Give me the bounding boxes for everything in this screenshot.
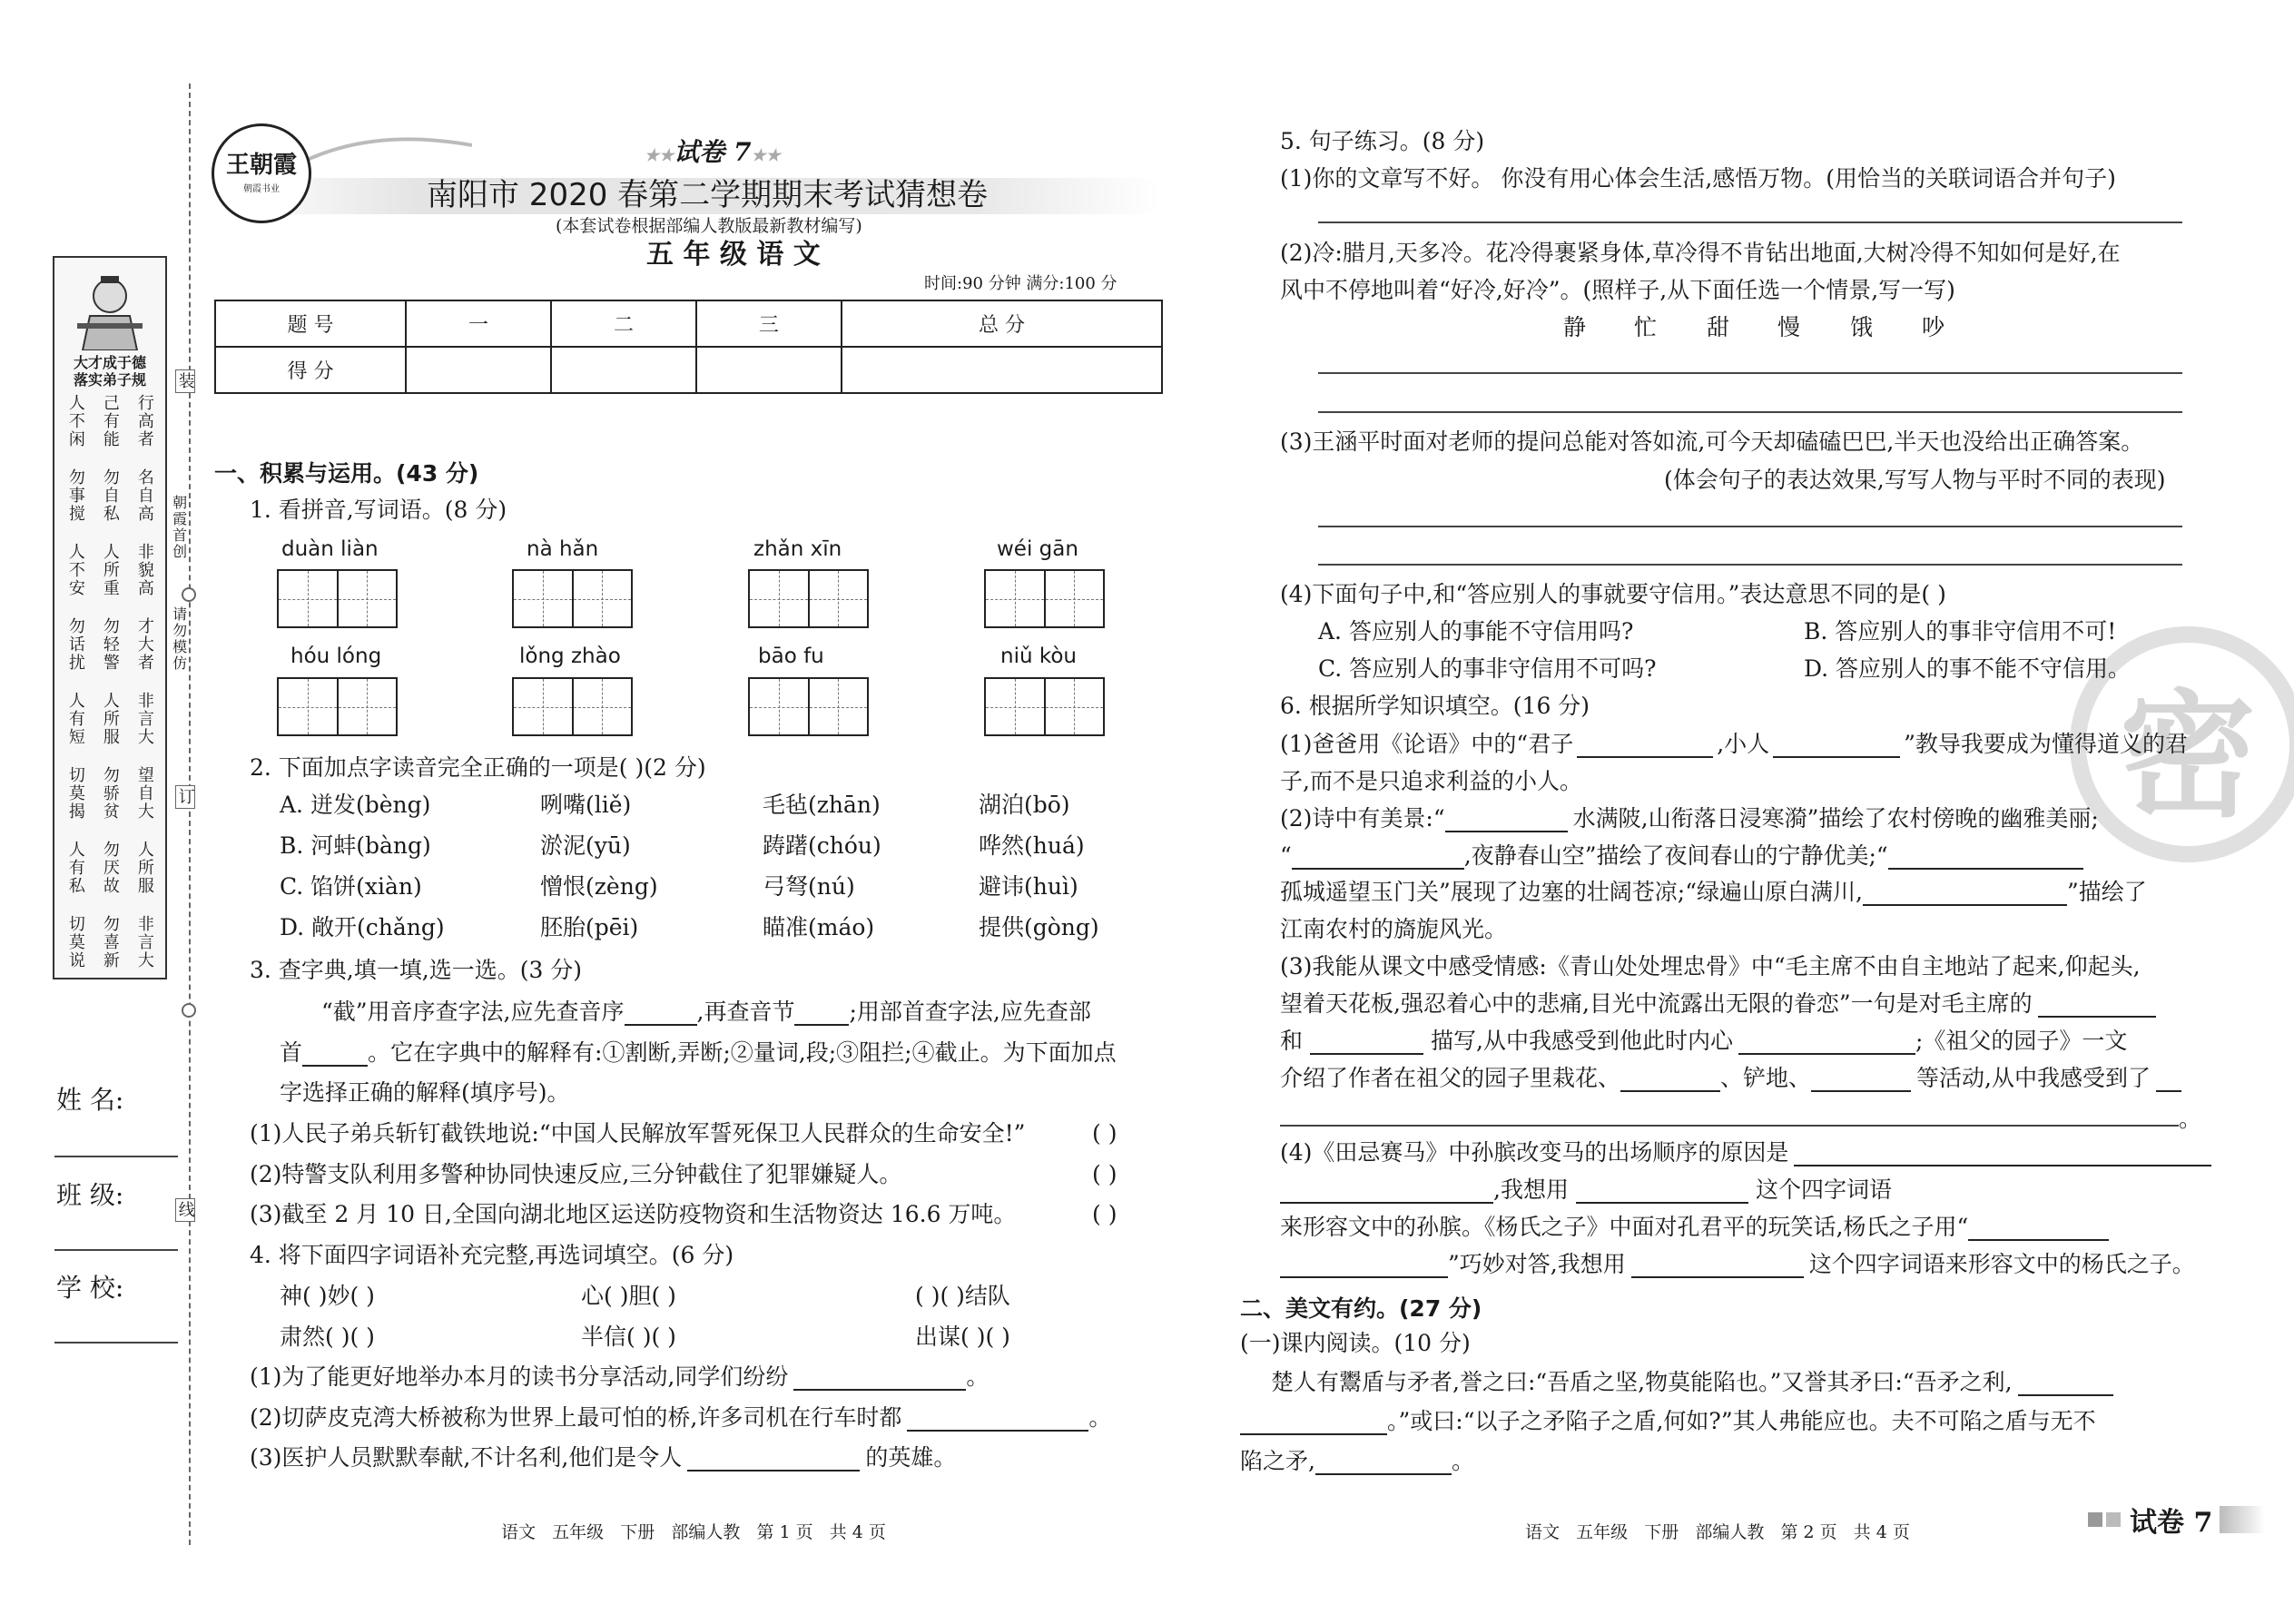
q6-text: “	[1280, 842, 1292, 869]
q4-word-3: ( )( )结队	[915, 1283, 1010, 1309]
class-field[interactable]	[54, 1249, 178, 1251]
pinyin-5: hóu lóng	[290, 645, 382, 668]
blank[interactable]	[794, 1004, 849, 1026]
reading-end: 。	[1451, 1448, 1474, 1474]
q3-title: 3. 查字典,填一填,选一选。(3 分)	[250, 957, 583, 983]
q3-text: 。它在字典中的解释有:①割断,弄断;②量词,段;③阻拦;④截止。为下面加点	[368, 1039, 1117, 1066]
blank[interactable]	[1811, 1070, 1911, 1092]
q4-end: 的英雄。	[865, 1444, 957, 1471]
blank[interactable]	[687, 1450, 860, 1471]
q5-1: (1)你的文章写不好。 你没有用心体会生活,感悟万物。(用恰当的关联词语合并句子)	[1280, 165, 2116, 192]
rule-column: 勿骄贫	[100, 766, 120, 822]
rule-column: 人不闲	[65, 394, 85, 449]
paper-number: ★★试卷 7★★	[645, 137, 781, 167]
logo-text: 王朝霞	[225, 151, 297, 179]
q6-text: ,夜静春山空”描绘了夜间春山的宁静优美;“	[1463, 842, 1888, 869]
motto-1: 大才成于德	[73, 354, 146, 371]
rule-column: 切莫说	[65, 915, 85, 970]
time-score: 时间:90 分钟 满分:100 分	[924, 274, 1117, 293]
blank[interactable]	[907, 1410, 1088, 1432]
blank[interactable]	[1968, 1219, 2109, 1241]
q6-2-line2	[1280, 842, 2083, 870]
score-head-3: 三	[696, 300, 842, 347]
q6-3-end: 。	[2179, 1106, 2202, 1132]
reading-text: 。”或曰:“以子之矛陷子之盾,何如?”其人弗能应也。夫不可陷之盾与无不	[1387, 1408, 2096, 1434]
q4-word-1: 神( )妙( )	[280, 1283, 375, 1309]
rule-column: 非言大	[134, 915, 154, 970]
q5-4-opt-c[interactable]: C. 答应别人的事非守信用不可吗?	[1318, 655, 1657, 682]
rule-column: 切莫揭	[65, 766, 85, 822]
q6-text: 这个四字词语来形容文中的杨氏之子。	[1808, 1251, 2195, 1277]
q6-4-line2	[1280, 1176, 1892, 1204]
seal-char-3: 线	[175, 1198, 195, 1222]
corner-text: 试卷 7	[2130, 1507, 2213, 1539]
q6-text: 水满陂,山衔落日浸寒漪”描绘了农村傍晚的幽雅美丽;	[1572, 805, 2099, 832]
q3-item-1: (1)人民子弟兵斩钉截铁地说:“中国人民解放军誓死保卫人民群众的生命安全!”	[250, 1120, 1026, 1147]
q5-3a: (3)王涵平时面对老师的提问总能对答如流,可今天却磕磕巴巴,半天也没给出正确答案。	[1280, 428, 2144, 455]
brand-vertical-2: 请勿模仿	[170, 606, 188, 672]
blank[interactable]	[1631, 1256, 1804, 1278]
rule-column: 行高者	[134, 394, 154, 449]
q6-1	[1280, 731, 2188, 758]
answer-grid[interactable]	[748, 569, 869, 628]
reading-line-2	[1240, 1408, 2096, 1435]
blank[interactable]	[302, 1045, 368, 1067]
reading-text: 陷之矛,	[1240, 1448, 1315, 1474]
q6-4-line4	[1280, 1251, 2195, 1278]
answer-line[interactable]	[1280, 1125, 2179, 1127]
pinyin-7: bāo fu	[758, 645, 824, 668]
rule-column: 名自高	[134, 468, 154, 524]
q2-option: 毛毡(zhān)	[763, 792, 881, 818]
q2-option: 湖泊(bō)	[979, 792, 1070, 818]
score-head-2: 二	[551, 300, 696, 347]
q3-text: ,再查音节	[696, 999, 795, 1025]
scene-word[interactable]: 饿	[1850, 314, 1874, 340]
q6-text: ,小人	[1717, 731, 1770, 757]
q6-text: 这个四字词语	[1755, 1176, 1892, 1203]
q2-title: 2. 下面加点字读音完全正确的一项是( )(2 分)	[250, 754, 706, 781]
pinyin-6: lǒng zhào	[519, 645, 621, 668]
reading-text: 楚人有鬻盾与矛者,誉之曰:“吾盾之坚,物莫能陷也。”又誉其矛曰:“吾矛之利,	[1271, 1369, 2013, 1395]
q2-option: 避讳(huì)	[979, 873, 1078, 900]
answer-grid[interactable]	[984, 677, 1105, 736]
blank[interactable]	[1280, 1182, 1493, 1204]
q2-option[interactable]: D. 敞开(chǎng)	[280, 914, 445, 940]
q3-para-3: 字选择正确的解释(填序号)。	[280, 1079, 570, 1106]
q3-text: “截”用音序查字法,应先查音序	[321, 999, 625, 1025]
q6-text: ”描绘了	[2066, 879, 2147, 905]
reading-line-3	[1240, 1448, 1474, 1475]
blank[interactable]	[1310, 1033, 1423, 1055]
answer-line[interactable]	[1318, 564, 2182, 566]
score-cell[interactable]	[551, 347, 696, 393]
q6-text: 望着天花板,强忍着心中的悲痛,目光中流露出无限的眷恋”一句是对毛主席的	[1280, 990, 2033, 1017]
q6-3-line4	[1280, 1065, 2181, 1092]
answer-grid[interactable]	[748, 677, 869, 736]
blank[interactable]	[1315, 1453, 1452, 1475]
brand-vertical-1: 朝霞首创	[170, 495, 188, 560]
q4-word-6: 出谋( )( )	[915, 1324, 1010, 1350]
rule-column: 才大者	[134, 617, 154, 673]
q2-option[interactable]: B. 河蚌(bàng)	[280, 832, 431, 859]
rule-column: 己有能	[100, 394, 120, 449]
q6-text: 、铲地、	[1720, 1065, 1812, 1091]
q6-text: ”巧妙对答,我想用	[1448, 1251, 1626, 1277]
q6-4	[1280, 1139, 2211, 1166]
q4-text: (1)为了能更好地举办本月的读书分享活动,同学们纷纷	[250, 1363, 789, 1390]
scene-word[interactable]: 吵	[1922, 314, 1945, 340]
answer-line[interactable]	[1318, 411, 2182, 413]
q2-option: 憎恨(zèng)	[540, 873, 658, 900]
q6-text: 来形容文中的孙膑。《杨氏之子》中面对孔君平的玩笑话,杨氏之子用“	[1280, 1214, 1969, 1240]
footer-left: 语文 五年级 下册 部编人教 第 1 页 共 4 页	[501, 1522, 886, 1542]
blank[interactable]	[1280, 1256, 1448, 1278]
q2-option: 踌躇(chóu)	[763, 832, 881, 859]
answer-grid[interactable]	[277, 677, 398, 736]
q5-title: 5. 句子练习。(8 分)	[1280, 128, 1485, 154]
pinyin-3: zhǎn xīn	[753, 537, 842, 561]
q6-2	[1280, 805, 2099, 832]
paper-title: 南阳市 2020 春第二学期期末考试猜想卷	[427, 177, 989, 213]
q4-end: 。	[966, 1363, 989, 1390]
q5-4-opt-d[interactable]: D. 答应别人的事不能不守信用。	[1804, 655, 2132, 682]
q6-text: 介绍了作者在祖父的园子里栽花、	[1280, 1065, 1621, 1091]
q6-2g: 江南农村的旖旎风光。	[1280, 916, 1508, 942]
q6-text: (1)爸爸用《论语》中的“君子	[1280, 731, 1574, 757]
pinyin-2: nà hǎn	[527, 537, 599, 561]
q6-text: ”教导我要成为懂得道义的君	[1904, 731, 2188, 757]
q1-title: 1. 看拼音,写词语。(8 分)	[250, 497, 507, 523]
q6-2-line3	[1280, 879, 2147, 906]
score-cell[interactable]	[696, 347, 842, 393]
seal-char-1: 装	[175, 369, 195, 393]
q3-text: 首	[280, 1039, 303, 1066]
motto-2: 落实弟子规	[73, 371, 146, 389]
school-field[interactable]	[54, 1342, 178, 1343]
blank[interactable]	[1773, 736, 1900, 758]
q4-item-1	[250, 1363, 989, 1391]
q3-para-1	[321, 999, 1091, 1026]
blank[interactable]	[1888, 848, 2083, 870]
q4-text: (2)切萨皮克湾大桥被称为世界上最可怕的桥,许多司机在行车时都	[250, 1404, 902, 1431]
q6-3-line3	[1280, 1028, 2127, 1055]
blank[interactable]	[793, 1369, 966, 1391]
score-table	[214, 300, 1163, 394]
name-label: 姓 名:	[56, 1085, 124, 1115]
q2-option: 咧嘴(liě)	[540, 792, 632, 818]
blank[interactable]	[1576, 1182, 1748, 1204]
rule-column: 勿厌故	[100, 841, 120, 896]
blank[interactable]	[1445, 811, 1568, 832]
rules-list	[54, 389, 165, 989]
q2-option: 哗然(huá)	[979, 832, 1085, 859]
q4-end: 。	[1088, 1404, 1112, 1431]
score-row-label: 得 分	[215, 347, 406, 393]
q5-4-opt-b[interactable]: B. 答应别人的事非守信用不可!	[1804, 618, 2117, 645]
answer-grid[interactable]	[984, 569, 1105, 628]
q4-item-2	[250, 1404, 1111, 1432]
q3-text: ;用部首查字法,应先查部	[849, 999, 1091, 1025]
q5-4: (4)下面句子中,和“答应别人的事就要守信用。”表达意思不同的是( )	[1280, 581, 1946, 607]
q3-item-2: (2)特警支队利用多警种协同快速反应,三分钟截住了犯罪嫌疑人。	[250, 1161, 902, 1187]
logo-sub: 朝霞书业	[243, 183, 280, 194]
q2-option: 胚胎(pēi)	[540, 914, 639, 940]
rule-column: 人有短	[65, 692, 85, 747]
q6-text: (2)诗中有美景:“	[1280, 805, 1445, 832]
q4-text: (3)医护人员默默奉献,不计名利,他们是令人	[250, 1444, 683, 1471]
q6-text: (4)《田忌赛马》中孙膑改变马的出场顺序的原因是	[1280, 1139, 1789, 1166]
rule-column: 勿事搅	[65, 468, 85, 524]
rule-column: 人所服	[134, 841, 154, 896]
answer-grid[interactable]	[277, 569, 398, 628]
rule-column: 人所重	[100, 543, 120, 598]
rule-column: 望自大	[134, 766, 154, 822]
q6-text: ;《祖父的园子》一文	[1915, 1028, 2128, 1054]
pinyin-8: niǔ kòu	[1000, 645, 1078, 668]
paper-number-text: 试卷 7	[674, 137, 752, 167]
score-head-total: 总 分	[842, 300, 1162, 347]
q2-option: 提供(gòng)	[979, 914, 1099, 940]
rule-column: 非言大	[134, 692, 154, 747]
blank[interactable]	[1240, 1413, 1387, 1435]
q2-option[interactable]: C. 馅饼(xiàn)	[280, 873, 422, 900]
q4-item-3	[250, 1444, 956, 1471]
section-2-title: 二、美文有约。(27 分)	[1240, 1295, 1482, 1322]
rule-column: 勿轻警	[100, 617, 120, 673]
q4-word-4: 肃然( )( )	[280, 1324, 375, 1350]
rule-column: 人有私	[65, 841, 85, 896]
reading-line-1	[1271, 1369, 2113, 1396]
q3-answer-3[interactable]: ( )	[1092, 1201, 1117, 1227]
blank[interactable]	[1577, 736, 1713, 758]
q2-option: 瞄准(máo)	[763, 914, 875, 940]
q4-word-2: 心( )胆( )	[581, 1283, 676, 1309]
answer-grid[interactable]	[512, 677, 633, 736]
q6-text: 描写,从中我感受到他此时内心	[1431, 1028, 1733, 1054]
seal-char-2: 订	[175, 785, 195, 809]
answer-line[interactable]	[1318, 221, 2182, 223]
q6-text: 等活动,从中我感受到了	[1916, 1065, 2151, 1091]
cut-line	[189, 84, 191, 1545]
q5-4-opt-a[interactable]: A. 答应别人的事能不守信用吗?	[1318, 618, 1634, 645]
q6-1d: 子,而不是只追求利益的小人。	[1280, 768, 1582, 794]
pinyin-4: wéi gān	[997, 537, 1078, 561]
scene-word[interactable]: 忙	[1634, 314, 1658, 340]
q3-para-2	[280, 1039, 1117, 1067]
q3-answer-1[interactable]: ( )	[1092, 1120, 1117, 1147]
scene-word[interactable]: 慢	[1777, 314, 1801, 340]
ribbon	[300, 127, 472, 169]
blank[interactable]	[2018, 1374, 2113, 1396]
q6-3-line2	[1280, 990, 2156, 1018]
rule-column: 人不安	[65, 543, 85, 598]
q2-option: 淤泥(yū)	[540, 832, 631, 859]
grade-subject: 五 年 级 语 文	[646, 239, 821, 271]
section-2-sub: (一)课内阅读。(10 分)	[1240, 1330, 1471, 1356]
q6-3a: (3)我能从课文中感受情感:《青山处处埋忠骨》中“毛主席不由自主地站了起来,仰起头,	[1280, 953, 2141, 979]
rule-column: 人所服	[100, 692, 120, 747]
logo	[212, 123, 311, 223]
q5-2b: 风中不停地叫着“好冷,好冷”。(照样子,从下面任选一个情景,写一写)	[1280, 277, 1955, 303]
paper-subtitle: (本套试卷根据部编人教版最新教材编写)	[556, 216, 862, 236]
scene-word[interactable]: 甜	[1707, 314, 1730, 340]
score-cell[interactable]	[842, 347, 1162, 393]
q4-word-5: 半信( )( )	[581, 1324, 676, 1350]
q5-2a: (2)冷:腊月,天多冷。花冷得裹紧身体,草冷得不肯钻出地面,大树冷得不知如何是好,在	[1280, 240, 2121, 266]
q6-text: ,我想用	[1493, 1176, 1569, 1203]
blank[interactable]	[2156, 1070, 2181, 1092]
blank[interactable]	[625, 1004, 697, 1026]
q4-title: 4. 将下面四字词语补充完整,再选词填空。(6 分)	[250, 1242, 734, 1268]
corner-label	[2088, 1500, 2265, 1540]
footer-right: 语文 五年级 下册 部编人教 第 2 页 共 4 页	[1525, 1522, 1910, 1542]
cut-line-mark	[182, 1003, 196, 1018]
q6-text: 孤城遥望玉门关”展现了边塞的壮阔苍凉;“绿遍山原白满川,	[1280, 879, 1863, 905]
blank[interactable]	[1292, 848, 1464, 870]
q5-3b: (体会句子的表达效果,写写人物与平时不同的表现)	[1664, 467, 2166, 493]
blank[interactable]	[1794, 1145, 2211, 1166]
score-cell[interactable]	[406, 347, 551, 393]
blank[interactable]	[1863, 884, 2067, 906]
class-label: 班 级:	[56, 1180, 124, 1210]
score-head-1: 一	[406, 300, 551, 347]
q6-title: 6. 根据所学知识填空。(16 分)	[1280, 693, 1590, 719]
q3-answer-2[interactable]: ( )	[1092, 1161, 1117, 1187]
q3-item-3: (3)截至 2 月 10 日,全国向湖北地区运送防疫物资和生活物资达 16.6 万吨。	[250, 1201, 1017, 1227]
blank[interactable]	[1620, 1070, 1720, 1092]
scholar-figure	[74, 271, 146, 350]
rule-column: 勿话扰	[65, 617, 85, 673]
q2-option[interactable]: A. 迸发(bèng)	[280, 792, 431, 818]
name-field[interactable]	[54, 1156, 178, 1157]
rule-column: 勿喜新	[100, 915, 120, 970]
score-head-label: 题 号	[215, 300, 406, 347]
answer-line[interactable]	[1318, 372, 2182, 374]
stamp-text: 密	[2119, 676, 2256, 836]
sidebar-panel	[53, 256, 167, 979]
section-1-title: 一、积累与运用。(43 分)	[214, 460, 479, 487]
answer-line[interactable]	[1318, 526, 2182, 527]
q6-4-line3	[1280, 1214, 2109, 1241]
q6-text: 和	[1280, 1028, 1304, 1054]
pinyin-1: duàn liàn	[281, 537, 379, 561]
q2-option: 弓弩(nú)	[763, 873, 855, 900]
school-label: 学 校:	[56, 1273, 124, 1303]
scene-word[interactable]: 静	[1563, 314, 1587, 340]
blank[interactable]	[1738, 1033, 1915, 1055]
answer-grid[interactable]	[512, 569, 633, 628]
cut-line-mark	[182, 587, 196, 602]
blank[interactable]	[2038, 996, 2156, 1018]
rule-column: 勿自私	[100, 468, 120, 524]
rule-column: 非貌高	[134, 543, 154, 598]
